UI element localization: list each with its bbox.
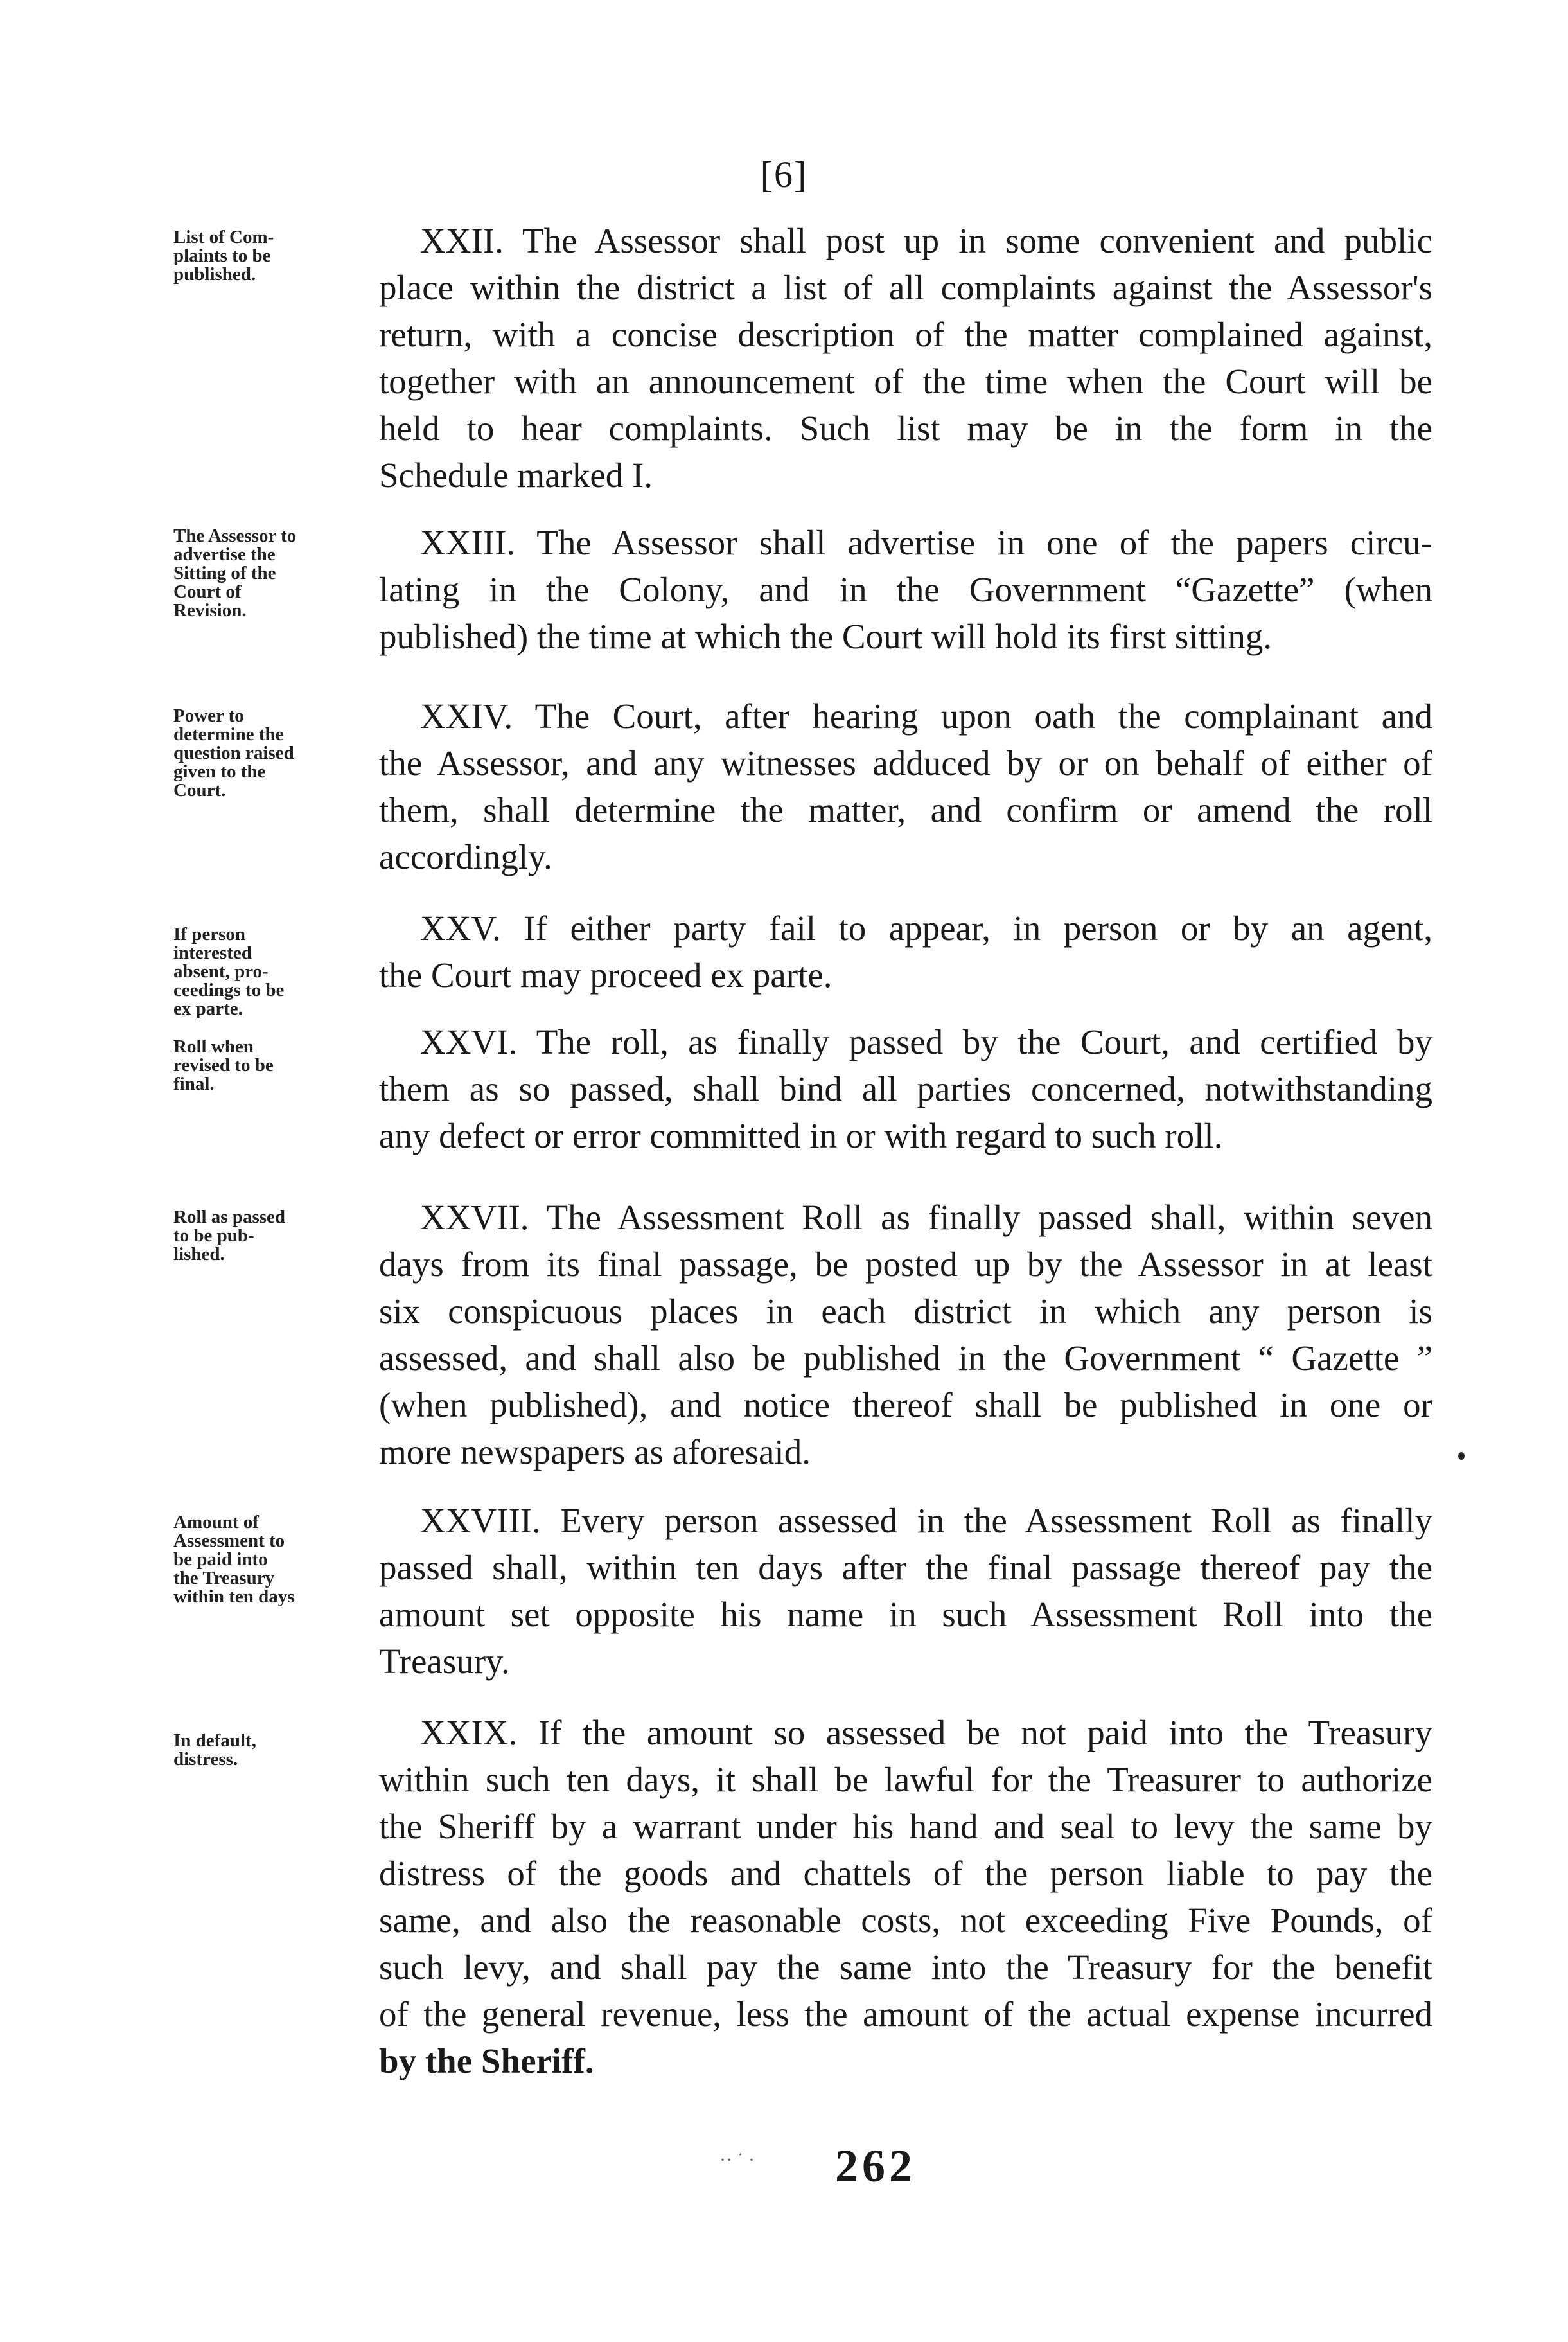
- note-line: revised to be: [173, 1055, 274, 1076]
- text-line: XXIII. The Assessor shall advertise in one of the papers circu-: [420, 523, 1432, 562]
- note-line: The Assessor to: [173, 526, 297, 546]
- note-line: ceedings to be: [173, 980, 285, 1000]
- note-line: determine the: [173, 724, 284, 745]
- note-line: within ten days: [173, 1586, 295, 1607]
- ink-specks: ·· ˙ ·: [719, 2149, 755, 2170]
- note-line: advertise the: [173, 544, 276, 565]
- folio-number: 262: [835, 2140, 916, 2192]
- margin-note: [173, 1513, 347, 1606]
- note-line: Power to: [173, 705, 244, 726]
- text-line: Schedule marked I.: [379, 456, 653, 495]
- text-line: assessed, and shall also be published in the Government “ Gazette ”: [379, 1338, 1432, 1378]
- section-text: [379, 1497, 1432, 1685]
- note-line: Court.: [173, 780, 226, 801]
- text-line: Treasury.: [379, 1642, 510, 1681]
- text-line: XXIX. If the amount so assessed be not paid into the Treasury: [420, 1713, 1432, 1752]
- text-line: by the Sheriff.: [379, 2041, 594, 2080]
- note-line: Roll as passed: [173, 1207, 286, 1227]
- note-line: absent, pro-: [173, 961, 269, 982]
- margin-note: [173, 925, 347, 1018]
- text-line: the Court may proceed ex parte.: [379, 955, 832, 995]
- note-line: question raised: [173, 743, 294, 763]
- section-text: [379, 1194, 1432, 1475]
- margin-note: [173, 1208, 347, 1264]
- note-line: plaints to be: [173, 245, 271, 266]
- text-line: the Sheriff by a warrant under his hand and seal to levy the same by: [379, 1807, 1432, 1846]
- page-header: [6]: [760, 154, 808, 195]
- ink-speck: [1458, 1452, 1465, 1460]
- note-line: distress.: [173, 1749, 238, 1770]
- note-line: final.: [173, 1074, 215, 1094]
- section-text: [379, 1018, 1432, 1159]
- note-line: given to the: [173, 761, 266, 782]
- text-line: XXII. The Assessor shall post up in some convenient and public: [420, 221, 1432, 260]
- text-line: lating in the Colony, and in the Government “Gazette” (when: [379, 570, 1432, 609]
- text-line: XXV. If either party fail to appear, in person or by an agent,: [420, 909, 1432, 948]
- text-line: same, and also the reasonable costs, not exceeding Five Pounds, of: [379, 1901, 1432, 1940]
- margin-note: [173, 228, 347, 284]
- text-line: together with an announcement of the time when the Court will be: [379, 362, 1432, 401]
- note-line: lished.: [173, 1244, 225, 1264]
- note-line: published.: [173, 264, 256, 285]
- note-line: to be pub-: [173, 1225, 254, 1246]
- section-text: [379, 217, 1432, 499]
- text-line: more newspapers as aforesaid.: [379, 1432, 811, 1471]
- note-line: Sitting of the: [173, 563, 276, 583]
- text-line: such levy, and shall pay the same into the Treasury for the benefit: [379, 1947, 1432, 1987]
- note-line: Assessment to: [173, 1530, 285, 1551]
- text-line: (when published), and notice thereof shall be published in one or: [379, 1385, 1432, 1424]
- margin-note: [173, 707, 347, 800]
- note-line: Roll when: [173, 1036, 254, 1057]
- section-text: [379, 519, 1432, 660]
- text-line: XXVIII. Every person assessed in the Assessment Roll as finally: [420, 1501, 1432, 1540]
- note-line: be paid into: [173, 1549, 268, 1570]
- text-line: any defect or error committed in or with regard to such roll.: [379, 1116, 1223, 1155]
- note-line: In default,: [173, 1730, 256, 1751]
- text-line: within such ten days, it shall be lawful for the Treasurer to authorize: [379, 1760, 1432, 1799]
- text-line: XXVI. The roll, as finally passed by the Court, and certified by: [420, 1022, 1432, 1061]
- text-line: XXVII. The Assessment Roll as finally passed shall, within seven: [420, 1198, 1432, 1237]
- text-line: them as so passed, shall bind all parties concerned, notwithstanding: [379, 1069, 1432, 1108]
- section-text: [379, 1709, 1432, 2084]
- text-line: accordingly.: [379, 837, 552, 876]
- text-line: of the general revenue, less the amount of the actual expense incurred: [379, 1994, 1432, 2034]
- note-line: Amount of: [173, 1512, 259, 1532]
- margin-note: [173, 1732, 347, 1769]
- note-line: Court of: [173, 581, 242, 602]
- text-line: passed shall, within ten days after the final passage thereof pay the: [379, 1548, 1432, 1587]
- section-text: [379, 693, 1432, 880]
- note-line: List of Com-: [173, 227, 274, 247]
- margin-note: [173, 1038, 347, 1094]
- note-line: interested: [173, 943, 252, 963]
- text-line: place within the district a list of all complaints against the Assessor's: [379, 268, 1432, 307]
- note-line: ex parte.: [173, 998, 243, 1019]
- note-line: If person: [173, 924, 245, 945]
- text-line: return, with a concise description of the matter complained against,: [379, 315, 1432, 354]
- text-line: amount set opposite his name in such Assessment Roll into the: [379, 1595, 1432, 1634]
- text-line: XXIV. The Court, after hearing upon oath the complainant and: [420, 696, 1432, 736]
- text-line: distress of the goods and chattels of the person liable to pay the: [379, 1854, 1432, 1893]
- section-text: [379, 905, 1432, 998]
- text-line: six conspicuous places in each district in which any person is: [379, 1291, 1432, 1331]
- text-line: them, shall determine the matter, and confirm or amend the roll: [379, 790, 1432, 829]
- text-line: days from its final passage, be posted up by the Assessor in at least: [379, 1245, 1432, 1284]
- text-line: published) the time at which the Court will hold its first sitting.: [379, 617, 1273, 656]
- text-line: held to hear complaints. Such list may be in the form in the: [379, 409, 1432, 448]
- note-line: the Treasury: [173, 1568, 275, 1588]
- note-line: Revision.: [173, 600, 247, 621]
- margin-note: [173, 527, 347, 620]
- text-line: the Assessor, and any witnesses adduced by or on behalf of either of: [379, 743, 1432, 783]
